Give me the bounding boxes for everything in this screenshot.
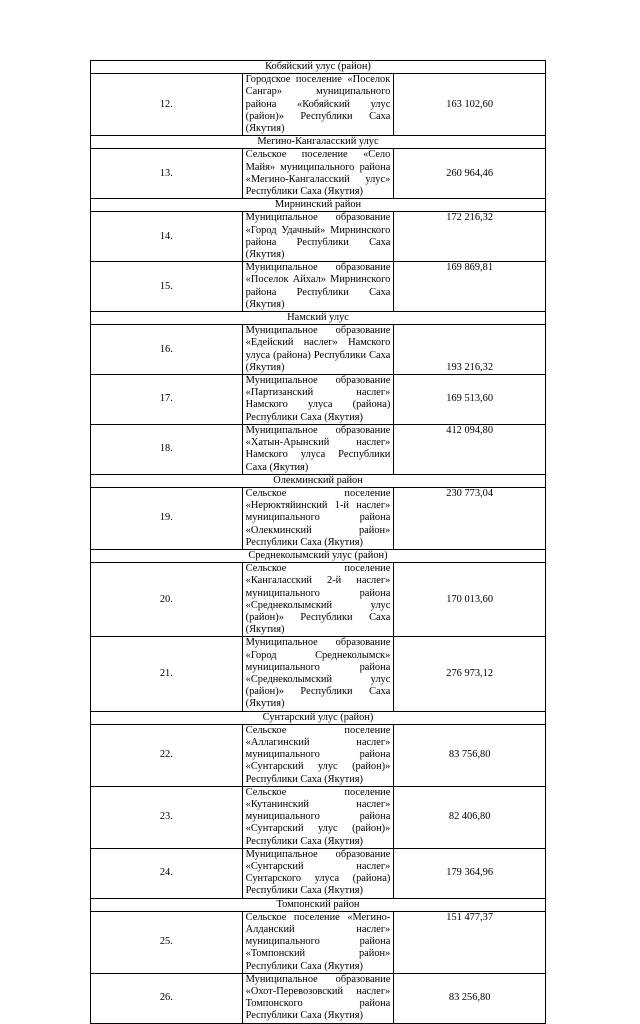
municipality-name: Муниципальное образование «Поселок Айхал» Мирнинского района Республики Саха (Якутия): [242, 262, 394, 312]
amount-value: 412 094,80: [394, 424, 546, 474]
amount-value: 276 973,12: [394, 637, 546, 711]
row-number: 14.: [91, 212, 243, 262]
amount-value: 169 513,60: [394, 375, 546, 425]
region-name: Намский улус: [91, 312, 546, 325]
municipality-name: Сельское поселение «Село Майя» муниципального района «Мегино-Кангаласский улус» Республики Саха (Якутия): [242, 149, 394, 199]
region-header-row: [91, 549, 546, 562]
region-header-row: [91, 136, 546, 149]
table-row: [91, 848, 546, 898]
municipality-name: Муниципальное образование «Город Удачный» Мирнинского района Республики Саха (Якутия): [242, 212, 394, 262]
region-name: Среднеколымский улус (район): [91, 549, 546, 562]
row-number: 12.: [91, 74, 243, 136]
municipality-name: Муниципальное образование «Сунтарский наслег» Сунтарского улуса (района) Республики Саха (Якутия): [242, 848, 394, 898]
municipality-name: Городское поселение «Поселок Сангар» муниципального района «Кобяйский улус (район)» Республики Саха (Якутия): [242, 74, 394, 136]
row-number: 19.: [91, 487, 243, 549]
amount-value: 170 013,60: [394, 563, 546, 637]
amount-value: 260 964,46: [394, 149, 546, 199]
table-row: [91, 149, 546, 199]
table-body: [91, 61, 546, 1024]
table-row: [91, 724, 546, 786]
region-header-row: [91, 61, 546, 74]
table-row: [91, 212, 546, 262]
row-number: 13.: [91, 149, 243, 199]
region-header-row: [91, 711, 546, 724]
table-row: [91, 375, 546, 425]
amount-value: 179 364,96: [394, 848, 546, 898]
table-row: [91, 563, 546, 637]
region-header-row: [91, 312, 546, 325]
municipality-name: Сельское поселение «Мегино-Алданский наслег» муниципального района «Томпонский район» Республики Саха (Якутия): [242, 911, 394, 973]
row-number: 25.: [91, 911, 243, 973]
region-name: Кобяйский улус (район): [91, 61, 546, 74]
municipality-name: Муниципальное образование «Едейский наслег» Намского улуса (района) Республики Саха (Якутия): [242, 325, 394, 375]
municipality-name: Муниципальное образование «Партизанский наслег» Намского улуса (района) Республики Саха (Якутия): [242, 375, 394, 425]
amount-value: 83 756,80: [394, 724, 546, 786]
amount-value: 151 477,37: [394, 911, 546, 973]
region-header-row: [91, 199, 546, 212]
allocation-table: [90, 60, 546, 1024]
amount-value: 83 256,80: [394, 973, 546, 1023]
table-row: [91, 424, 546, 474]
row-number: 21.: [91, 637, 243, 711]
row-number: 24.: [91, 848, 243, 898]
row-number: 17.: [91, 375, 243, 425]
municipality-name: Муниципальное образование «Охот-Перевозовский наслег» Томпонского района Республики Саха (Якутия): [242, 973, 394, 1023]
row-number: 16.: [91, 325, 243, 375]
region-name: Олекминский район: [91, 474, 546, 487]
row-number: 22.: [91, 724, 243, 786]
municipality-name: Сельское поселение «Нерюктяйинский 1-й наслег» муниципального района «Олекминский район» Республики Саха (Якутия): [242, 487, 394, 549]
row-number: 15.: [91, 262, 243, 312]
row-number: 23.: [91, 786, 243, 848]
table-row: [91, 786, 546, 848]
amount-value: 172 216,32: [394, 212, 546, 262]
amount-value: 163 102,60: [394, 74, 546, 136]
table-row: [91, 262, 546, 312]
row-number: 18.: [91, 424, 243, 474]
table-row: [91, 74, 546, 136]
municipality-name: Муниципальное образование «Хатын-Арынский наслег» Намского улуса Республики Саха (Якутия): [242, 424, 394, 474]
municipality-name: Сельское поселение «Аллагинский наслег» муниципального района «Сунтарский улус (район)» Республики Саха (Якутия): [242, 724, 394, 786]
municipality-name: Муниципальное образование «Город Среднеколымск» муниципального района «Среднеколымский улус (район)» Республики Саха (Якутия): [242, 637, 394, 711]
row-number: 20.: [91, 563, 243, 637]
table-row: [91, 637, 546, 711]
region-header-row: [91, 474, 546, 487]
amount-value: 169 869,81: [394, 262, 546, 312]
region-name: Мирнинский район: [91, 199, 546, 212]
table-row: [91, 911, 546, 973]
region-name: Томпонский район: [91, 898, 546, 911]
table-row: [91, 973, 546, 1023]
region-name: Сунтарский улус (район): [91, 711, 546, 724]
region-name: Мегино-Кангаласский улус: [91, 136, 546, 149]
table-row: [91, 325, 546, 375]
table-row: [91, 487, 546, 549]
municipality-name: Сельское поселение «Кангаласский 2-й наслег» муниципального района «Среднеколымский улус (район)» Республики Саха (Якутия): [242, 563, 394, 637]
row-number: 26.: [91, 973, 243, 1023]
amount-value: 230 773,04: [394, 487, 546, 549]
amount-value: 193 216,32: [394, 325, 546, 375]
amount-value: 82 406,80: [394, 786, 546, 848]
municipality-name: Сельское поселение «Кутанинский наслег» муниципального района «Сунтарский улус (район)» Республики Саха (Якутия): [242, 786, 394, 848]
